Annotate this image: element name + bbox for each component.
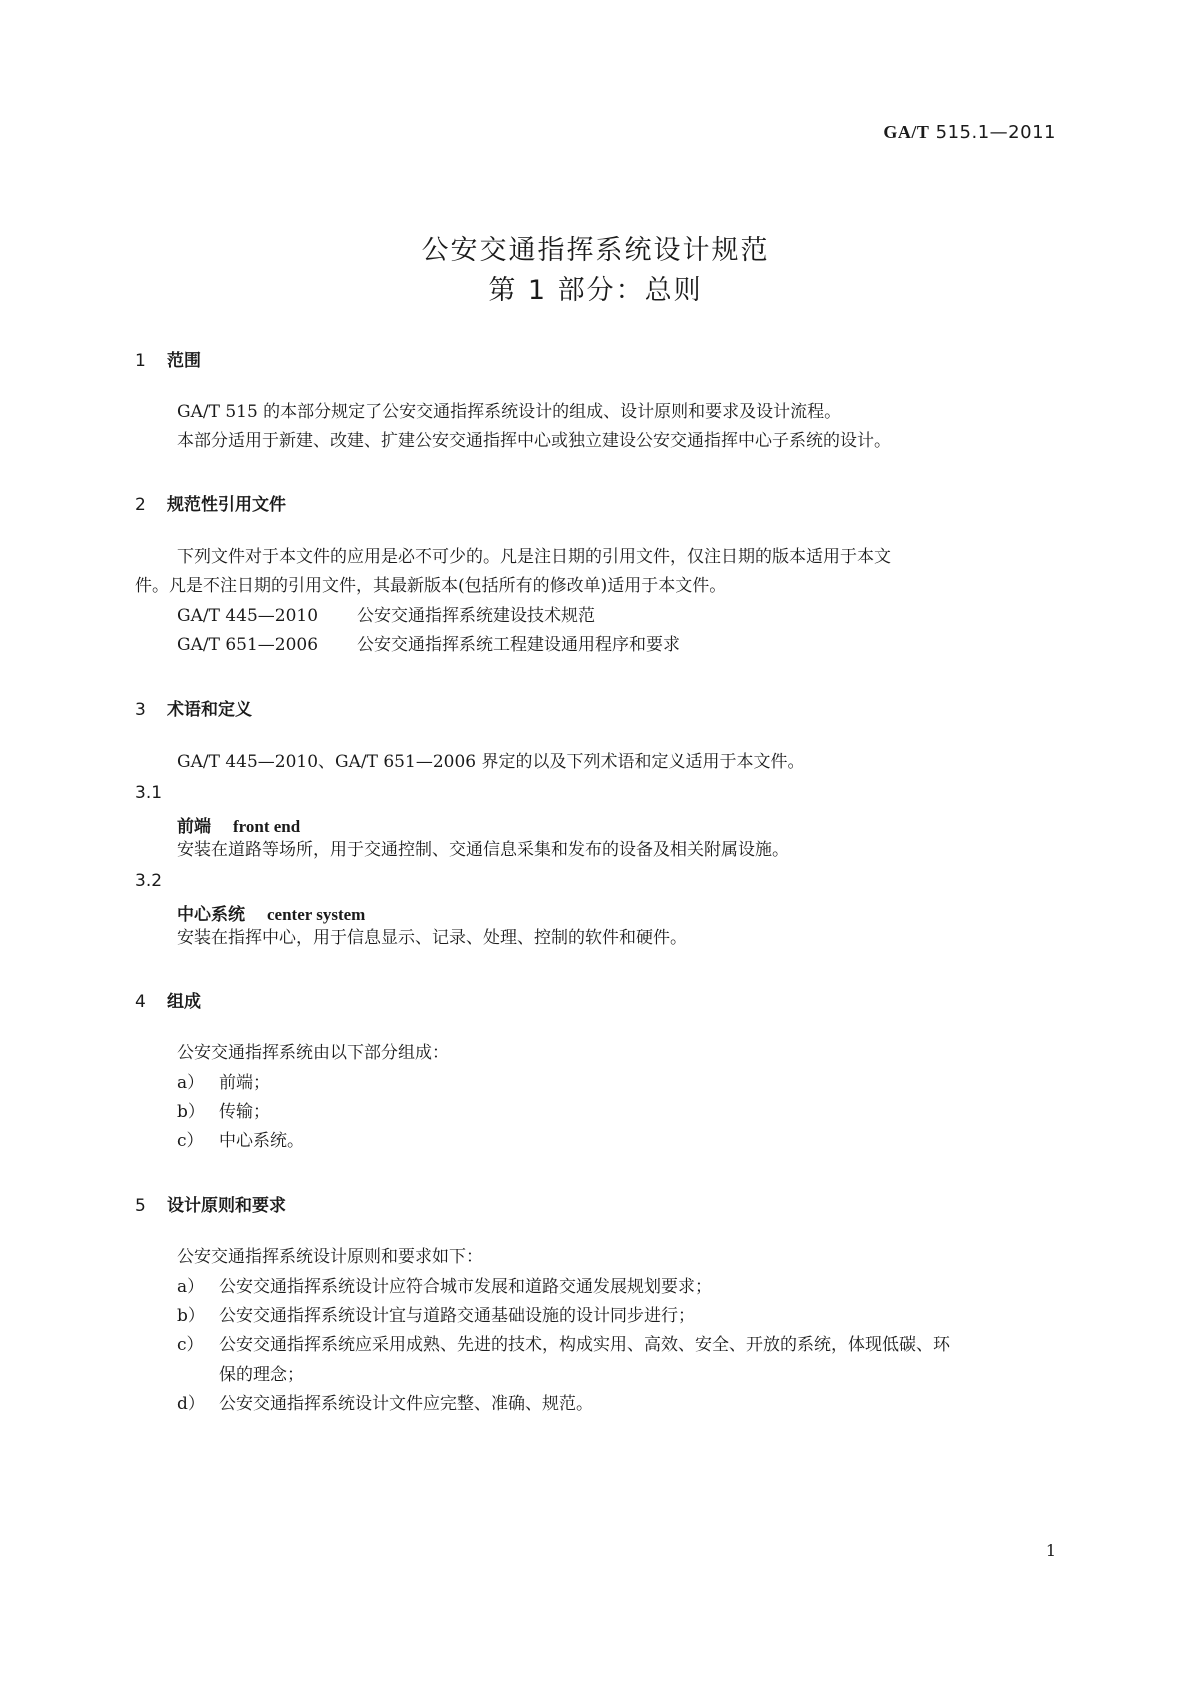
list-text: 前端； <box>219 1073 270 1093</box>
term-cn: 中心系统 <box>177 905 245 925</box>
page-number: 1 <box>1045 1541 1056 1560</box>
list-item-continuation: 保的理念； <box>219 1365 304 1385</box>
section-number: 4 <box>135 992 146 1012</box>
document-title: 公安交通指挥系统设计规范 <box>421 235 770 266</box>
term-heading <box>177 812 300 837</box>
section-heading <box>135 695 252 720</box>
list-text: 中心系统。 <box>219 1131 304 1151</box>
list-label: b） <box>177 1306 205 1326</box>
paragraph: 公安交通指挥系统设计原则和要求如下： <box>177 1247 483 1267</box>
paragraph: 公安交通指挥系统由以下部分组成： <box>177 1043 449 1063</box>
paragraph: GA/T 515 的本部分规定了公安交通指挥系统设计的组成、设计原则和要求及设计流程。 <box>177 402 842 422</box>
standard-number: 515.1—2011 <box>935 122 1056 143</box>
section-title: 组成 <box>167 992 201 1012</box>
section-title: 设计原则和要求 <box>167 1196 286 1216</box>
list-item <box>177 1104 270 1121</box>
section-heading <box>135 1191 286 1216</box>
section-heading <box>135 987 201 1012</box>
list-label: c） <box>177 1131 204 1151</box>
list-text: 公安交通指挥系统设计文件应完整、准确、规范。 <box>219 1394 593 1414</box>
list-item <box>177 1075 270 1092</box>
list-text: 公安交通指挥系统应采用成熟、先进的技术，构成实用、高效、安全、开放的系统，体现低碳、环 <box>219 1335 950 1355</box>
list-text: 公安交通指挥系统设计应符合城市发展和道路交通发展规划要求； <box>219 1277 712 1297</box>
list-item <box>177 1337 950 1354</box>
term-number: 3.2 <box>135 871 163 891</box>
paragraph: 本部分适用于新建、改建、扩建公安交通指挥中心或独立建设公安交通指挥中心子系统的设计。 <box>177 431 891 451</box>
reference-code: GA/T 651—2006 <box>177 635 319 655</box>
list-text: 公安交通指挥系统设计宜与道路交通基础设施的设计同步进行； <box>219 1306 695 1326</box>
section-number: 3 <box>135 700 146 720</box>
term-number: 3.1 <box>135 783 163 803</box>
list-label: b） <box>177 1102 205 1122</box>
term-en: front end <box>233 817 301 836</box>
list-label: d） <box>177 1394 205 1414</box>
section-number: 1 <box>135 351 146 371</box>
term-heading <box>177 900 365 925</box>
term-en: center system <box>267 905 366 924</box>
section-title: 范围 <box>167 351 201 371</box>
standard-prefix: GA/T <box>883 122 930 142</box>
paragraph: 下列文件对于本文件的应用是必不可少的。凡是注日期的引用文件，仅注日期的版本适用于本文 <box>177 547 891 567</box>
reference-code: GA/T 445—2010 <box>177 606 319 626</box>
list-item <box>177 1396 593 1413</box>
reference-item <box>177 637 680 654</box>
document-subtitle: 第 1 部分：总则 <box>488 275 703 306</box>
reference-name: 公安交通指挥系统建设技术规范 <box>357 606 595 626</box>
paragraph-continuation: 件。凡是不注日期的引用文件，其最新版本(包括所有的修改单)适用于本文件。 <box>135 576 727 596</box>
reference-name: 公安交通指挥系统工程建设通用程序和要求 <box>357 635 680 655</box>
list-label: a） <box>177 1277 205 1297</box>
reference-item <box>177 608 595 625</box>
section-number: 2 <box>135 495 146 515</box>
term-definition: 安装在指挥中心，用于信息显示、记录、处理、控制的软件和硬件。 <box>177 928 687 948</box>
section-heading <box>135 490 286 515</box>
list-text: 传输； <box>219 1102 270 1122</box>
section-title: 规范性引用文件 <box>167 495 286 515</box>
list-item <box>177 1308 695 1325</box>
list-item <box>177 1133 304 1150</box>
term-cn: 前端 <box>177 817 211 837</box>
paragraph: GA/T 445—2010、GA/T 651—2006 界定的以及下列术语和定义适用于本文件。 <box>177 752 805 772</box>
section-heading <box>135 346 201 371</box>
list-item <box>177 1279 712 1296</box>
term-definition: 安装在道路等场所，用于交通控制、交通信息采集和发布的设备及相关附属设施。 <box>177 840 789 860</box>
list-label: c） <box>177 1335 204 1355</box>
section-number: 5 <box>135 1196 146 1216</box>
standard-code <box>883 122 1056 143</box>
list-label: a） <box>177 1073 205 1093</box>
section-title: 术语和定义 <box>167 700 252 720</box>
